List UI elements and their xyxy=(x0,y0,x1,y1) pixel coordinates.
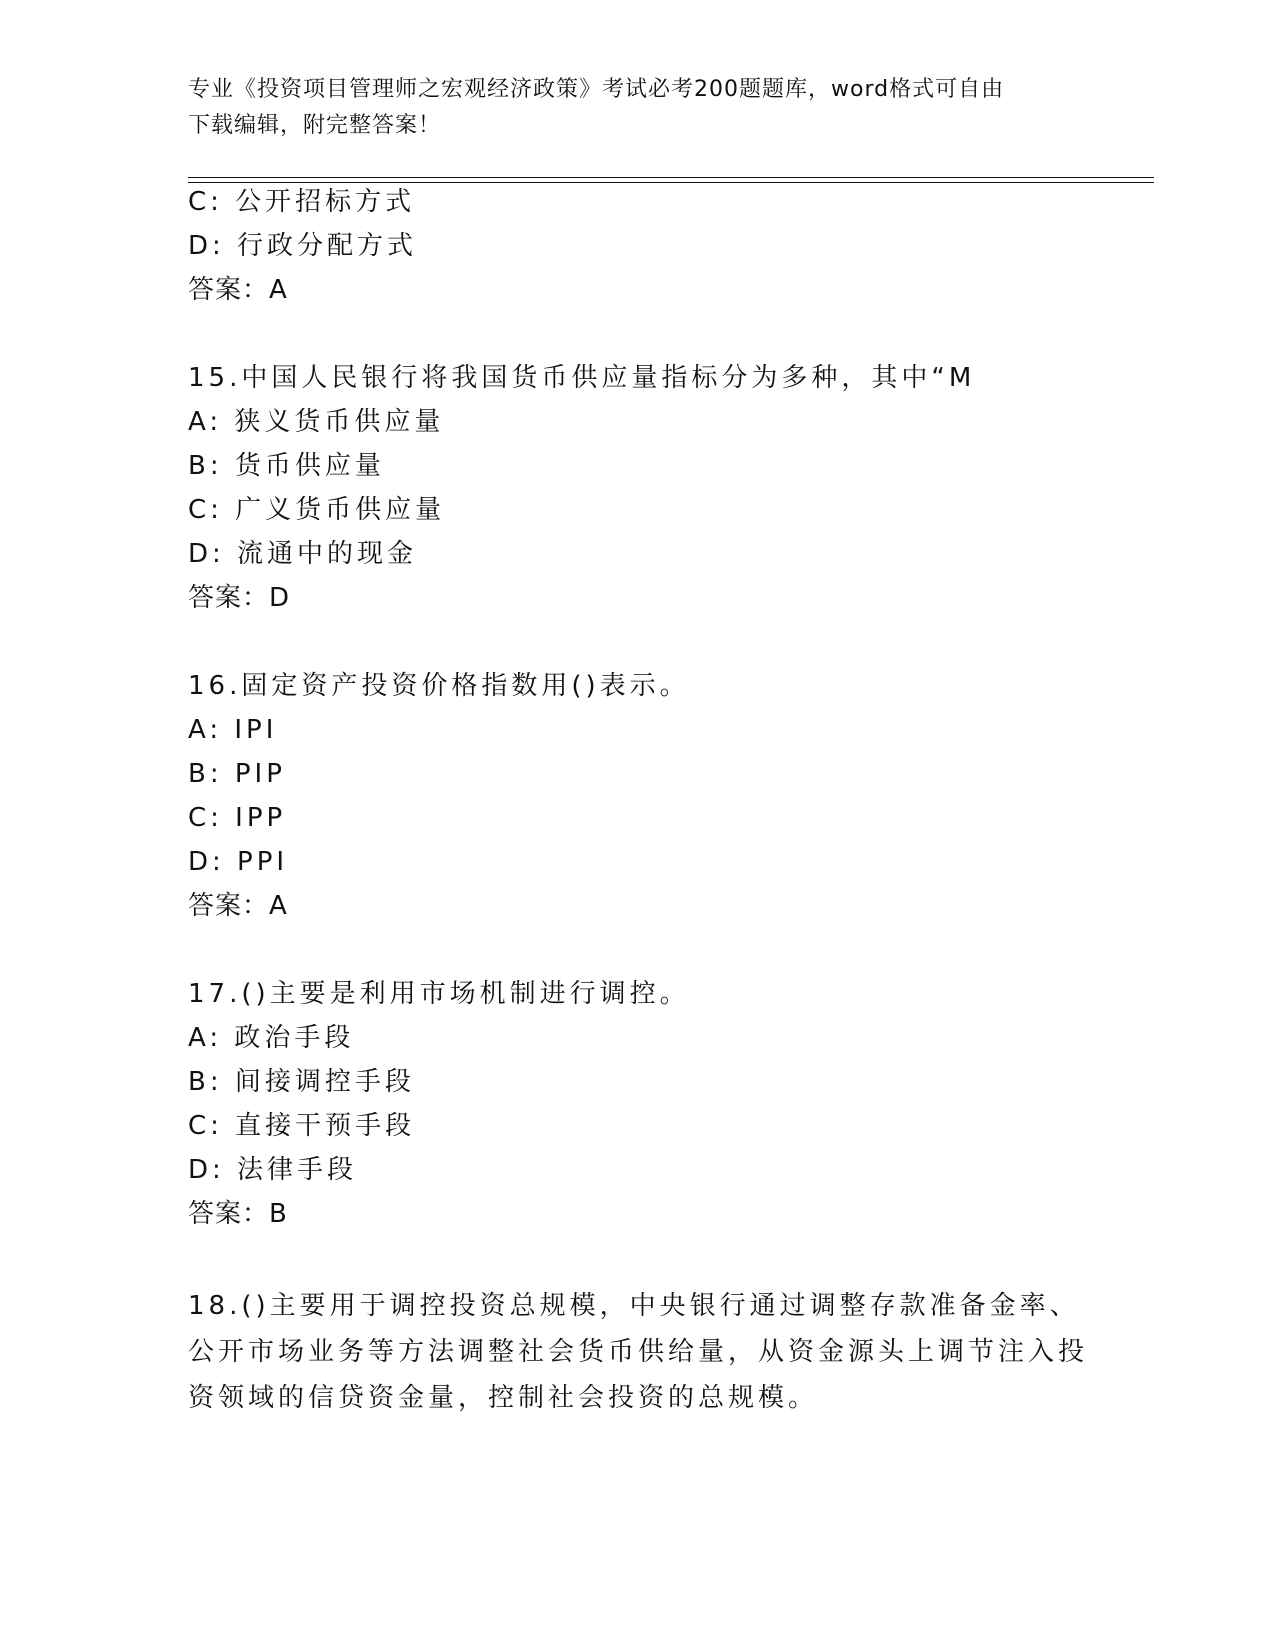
header-divider-top xyxy=(188,177,1154,178)
option-d: D: 法律手段 xyxy=(188,1155,358,1185)
option-c: C: IPP xyxy=(188,803,287,833)
option-b: B: 间接调控手段 xyxy=(188,1067,415,1097)
answer-line: 答案：A xyxy=(188,891,288,921)
answer-line: 答案：A xyxy=(188,275,288,305)
option-d: D: PPI xyxy=(188,847,289,877)
question-17: 17.()主要是利用市场机制进行调控。 xyxy=(188,979,690,1009)
option-a: A: 政治手段 xyxy=(188,1023,355,1053)
option-d: D: 流通中的现金 xyxy=(188,539,418,569)
question-18: 18.()主要用于调控投资总规模，中央银行通过调整存款准备金率、公开市场业务等方法调整社会货币供给量，从资金源头上调节注入投资领域的信贷资金量，控制社会投资的总规模。 xyxy=(188,1291,1089,1413)
option-c: C: 公开招标方式 xyxy=(188,187,416,217)
header-divider-bottom xyxy=(188,182,1154,183)
option-c: C: 广义货币供应量 xyxy=(188,495,446,525)
answer-line: 答案：B xyxy=(188,1199,288,1229)
header-line-2: 下载编辑，附完整答案！ xyxy=(188,113,442,138)
question-15: 15.中国人民银行将我国货币供应量指标分为多种，其中“M xyxy=(188,363,976,393)
option-d: D: 行政分配方式 xyxy=(188,231,418,261)
option-b: B: 货币供应量 xyxy=(188,451,385,481)
question-16: 16.固定资产投资价格指数用()表示。 xyxy=(188,671,690,701)
answer-line: 答案：D xyxy=(188,583,291,613)
header-line-1: 专业《投资项目管理师之宏观经济政策》考试必考200题题库，word格式可自由 xyxy=(188,77,1005,102)
option-a: A: IPI xyxy=(188,715,278,745)
option-b: B: PIP xyxy=(188,759,286,789)
option-c: C: 直接干预手段 xyxy=(188,1111,416,1141)
document-header xyxy=(188,72,1068,144)
option-a: A: 狭义货币供应量 xyxy=(188,407,445,437)
